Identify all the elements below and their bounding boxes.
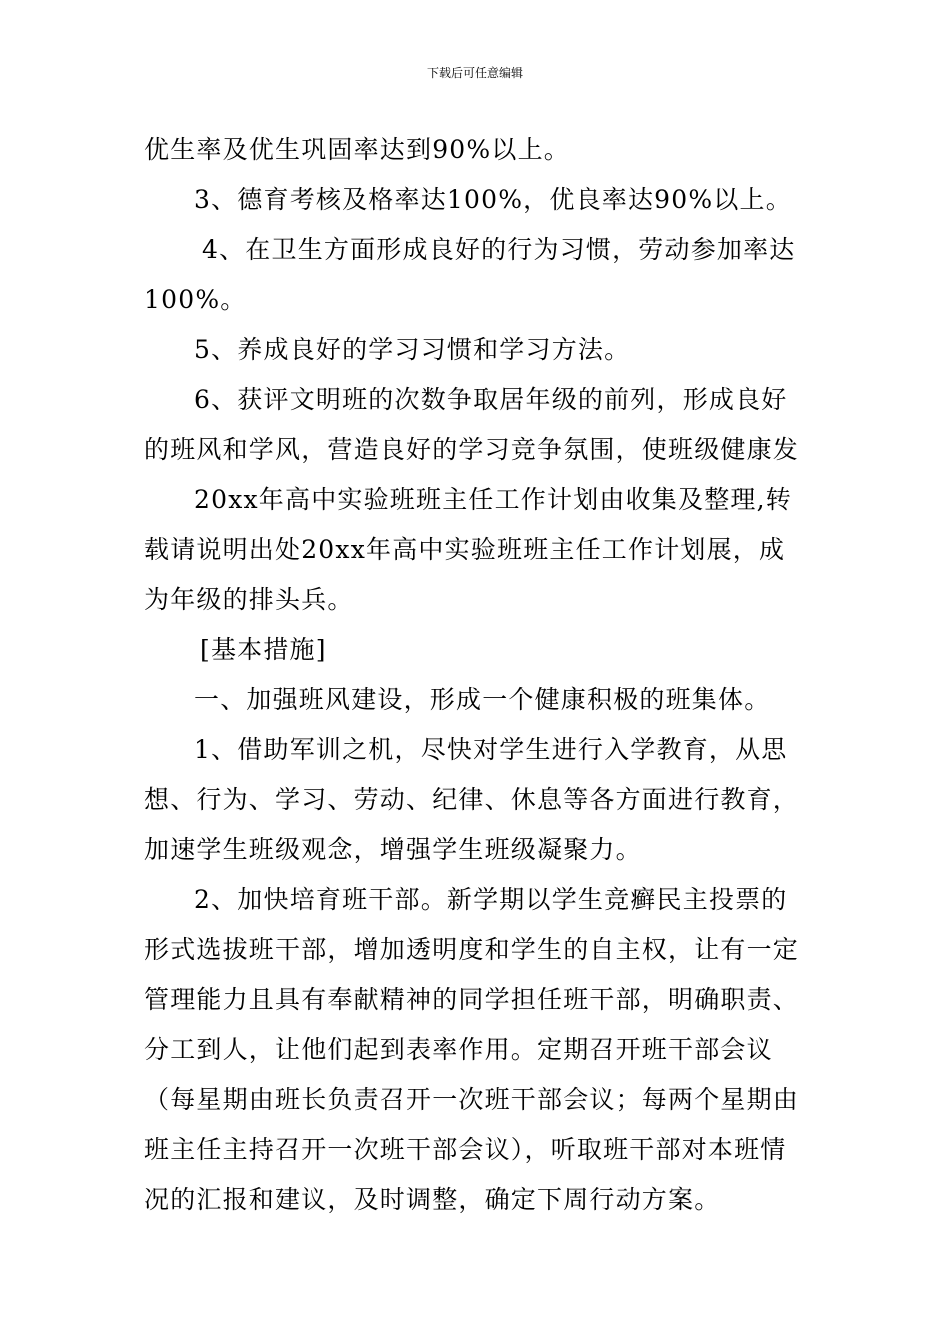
paragraph-5: 6、获评文明班的次数争取居年级的前列，形成良好的班风和学风，营造良好的学习竞争氛围，使班级健康发	[144, 385, 800, 464]
paragraph-3: 4、在卫生方面形成良好的行为习惯，劳动参加率达100%。	[144, 235, 796, 314]
paragraph-9: 1、借助军训之机，尽快对学生进行入学教育，从思想、行为、学习、劳动、纪律、休息等各方面进行教育，加速学生班级观念，增强学生班级凝聚力。	[144, 735, 800, 864]
paragraph-4: 5、养成良好的学习习惯和学习方法。	[194, 335, 631, 364]
page-header: 下载后可任意编辑	[426, 66, 523, 80]
paragraph-2: 3、德育考核及格率达100%，优良率达90%以上。	[194, 185, 792, 214]
paragraph-6: 20xx年高中实验班班主任工作计划由收集及整理,转载请说明出处20xx年高中实验班班主任工作计划展，成为年级的排头兵。	[144, 485, 792, 614]
paragraph-1: 优生率及优生巩固率达到90%以上。	[144, 135, 570, 164]
document-body	[144, 125, 809, 1225]
paragraph-8: 一、加强班风建设，形成一个健康积极的班集体。	[194, 685, 771, 714]
section-heading: [基本措施]	[200, 635, 327, 664]
paragraph-10: 2、加快培育班干部。新学期以学生竞癣民主投票的形式选拔班干部，增加透明度和学生的自主权，让有一定管理能力且具有奉献精神的同学担任班干部，明确职责、分工到人，让他们起到表率作用。定期召开班干部会议（每星期由班长负责召开一次班干部会议；每两个星期由班主任主持召开一次班干部会议），听取班干部对本班情况的汇报和建议，及时调整，确定下周行动方案。	[144, 885, 800, 1214]
